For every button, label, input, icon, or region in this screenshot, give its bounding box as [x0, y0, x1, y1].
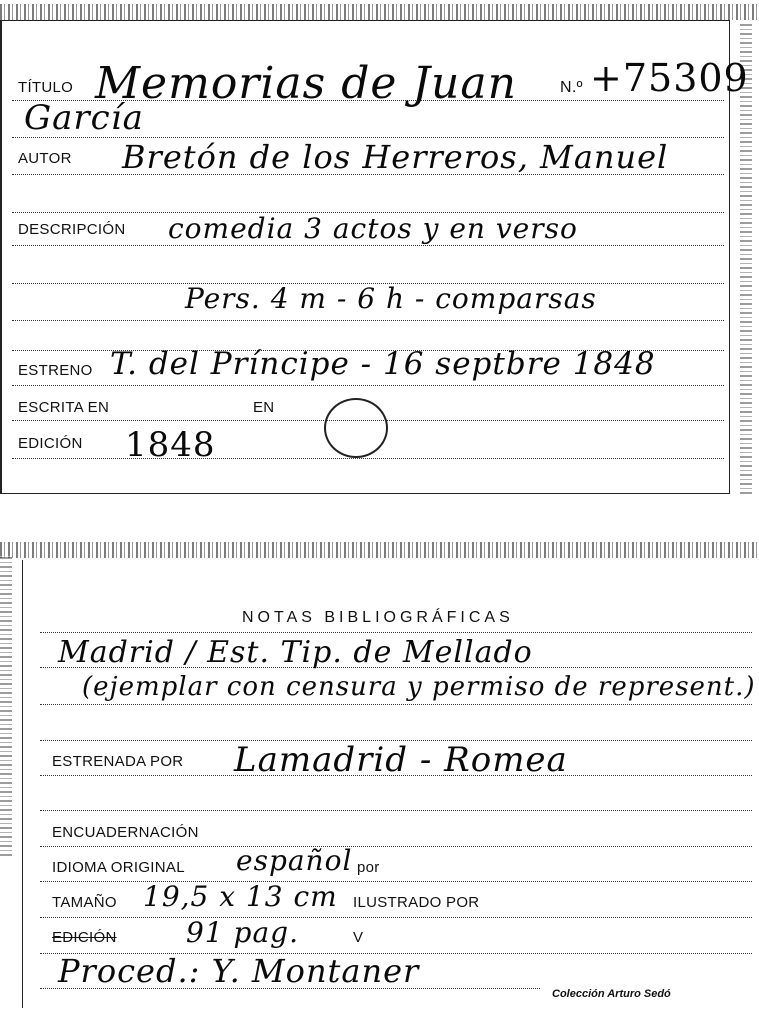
escrita-en-label: ESCRITA EN	[18, 399, 110, 416]
titulo-handwritten-1: Memorias de Juan	[95, 58, 517, 109]
estreno-rule	[12, 385, 724, 386]
tamano-rule	[40, 917, 752, 918]
edicion-label: EDICIÓN	[18, 435, 83, 452]
descripcion-handwritten-2: Pers. 4 m - 6 h - comparsas	[185, 282, 597, 315]
rule-b6	[40, 810, 752, 811]
ilustrado-por-label: ILUSTRADO POR	[353, 894, 480, 911]
collection-credit: Colección Arturo Sedó	[552, 988, 671, 1000]
notas-heading: NOTAS BIBLIOGRÁFICAS	[242, 609, 514, 626]
notas-handwritten-1: Madrid / Est. Tip. de Mellado	[58, 635, 533, 670]
notas-handwritten-2: (ejemplar con censura y permiso de represent.)	[82, 672, 756, 702]
notas-rule-3	[40, 704, 752, 705]
encuadernacion-label: ENCUADERNACIÓN	[52, 824, 199, 841]
descripcion-label: DESCRIPCIÓN	[18, 221, 126, 238]
estreno-label: ESTRENO	[18, 362, 93, 379]
procedencia-handwritten: Proced.: Y. Montaner	[58, 952, 420, 990]
estrenada-por-label: ESTRENADA POR	[52, 753, 184, 770]
notas-rule-1	[40, 632, 752, 633]
titulo-handwritten-2: García	[24, 98, 144, 138]
idioma-handwritten: español	[236, 844, 353, 877]
numero-label: N.º	[560, 79, 583, 96]
tamano-label: TAMAÑO	[52, 894, 117, 911]
edicion-b-label: EDICIÓN	[52, 929, 117, 946]
numero-handwritten: +75309	[590, 56, 749, 100]
ink-stamp	[324, 398, 388, 458]
estreno-handwritten: T. del Príncipe - 16 septbre 1848	[110, 346, 656, 382]
en-label: EN	[253, 399, 275, 416]
estrenada-handwritten: Lamadrid - Romea	[234, 740, 568, 780]
titulo-label: TÍTULO	[18, 79, 74, 96]
v-label: V	[353, 929, 364, 946]
encuadernacion-rule	[40, 846, 752, 847]
paginas-handwritten: 91 pag.	[186, 916, 299, 949]
description-rule-2	[12, 320, 724, 321]
description-rule	[12, 245, 724, 246]
edicion-handwritten: 1848	[125, 425, 216, 465]
edicion-rule	[12, 458, 724, 459]
tamano-handwritten: 19,5 x 13 cm	[143, 880, 338, 913]
idioma-original-label: IDIOMA ORIGINAL	[52, 859, 185, 876]
catalog-card-bottom	[22, 560, 735, 1008]
por-label: por	[357, 859, 380, 876]
autor-handwritten: Bretón de los Herreros, Manuel	[122, 138, 669, 176]
autor-label: AUTOR	[18, 150, 72, 167]
descripcion-handwritten-1: comedia 3 actos y en verso	[168, 212, 578, 245]
